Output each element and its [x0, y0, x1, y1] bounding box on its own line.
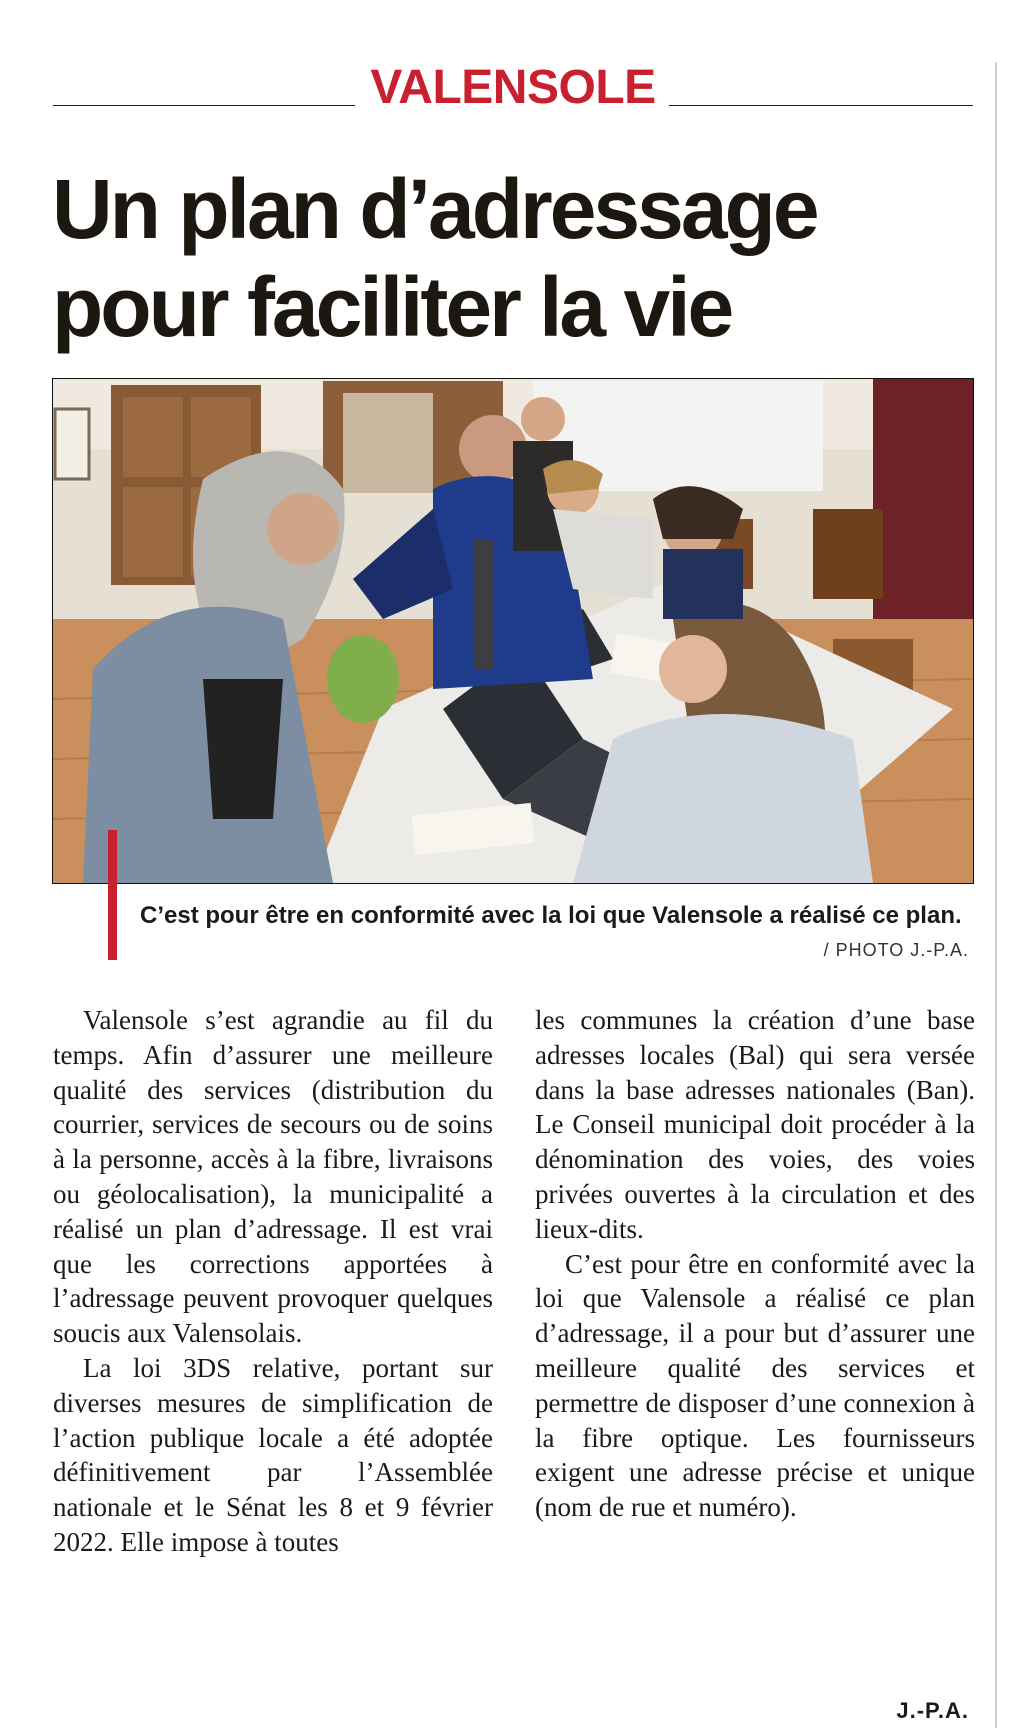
author-signature: J.-P.A. — [896, 1698, 969, 1723]
kicker-rule-right — [669, 105, 973, 106]
article-column-right — [535, 1003, 975, 1525]
photo-illustration — [53, 379, 973, 883]
section-header — [53, 58, 973, 118]
headline-line-1: Un plan d’adressage — [52, 162, 817, 256]
photo-credit: / PHOTO J.-P.A. — [823, 940, 969, 960]
headline-line-2: pour faciliter la vie — [52, 260, 732, 354]
page-edge-rule — [995, 62, 997, 1728]
paragraph: C’est pour être en conformité avec la loi que Valensole a réalisé ce plan d’adressage, il a pour but d’assurer une meilleure qualité des services et permettre de disposer d’une connexion à la fibre optique. Les fournisseurs exigent une adresse précise et unique (nom de rue et numéro). — [535, 1248, 975, 1523]
paragraph: les communes la création d’une base adresses locales (Bal) qui sera versée dans la base adresses nationales (Ban). Le Conseil municipal doit procéder à la dénomination des voies, des voies privées ouvertes à la circulation et des lieux-dits. — [535, 1005, 975, 1244]
kicker-rule-left — [53, 105, 355, 106]
paragraph: Valensole s’est agrandie au fil du temps. Afin d’assurer une meilleure qualité des services (distribution du courrier, services de secours ou de soins à la personne, accès à la fibre, livraisons ou géolocalisation), la municipalité a réalisé un plan d’adressage. Il est vrai que les corrections apportées à l’adressage peuvent provoquer quelques soucis aux Valensolais. — [53, 1005, 493, 1349]
article-photo — [52, 378, 974, 884]
section-kicker: VALENSOLE — [370, 61, 656, 114]
caption-accent-bar — [108, 830, 117, 960]
article-column-left — [53, 1003, 493, 1560]
photo-caption: C’est pour être en conformité avec la loi que Valensole a réalisé ce plan. — [140, 902, 962, 929]
paragraph: La loi 3DS relative, portant sur diverses mesures de simplification de l’action publique locale a été adoptée définitivement par l’Assemblée nationale et le Sénat les 8 et 9 février 2022. Elle impose à toutes — [53, 1352, 493, 1557]
article-headline — [52, 160, 972, 356]
